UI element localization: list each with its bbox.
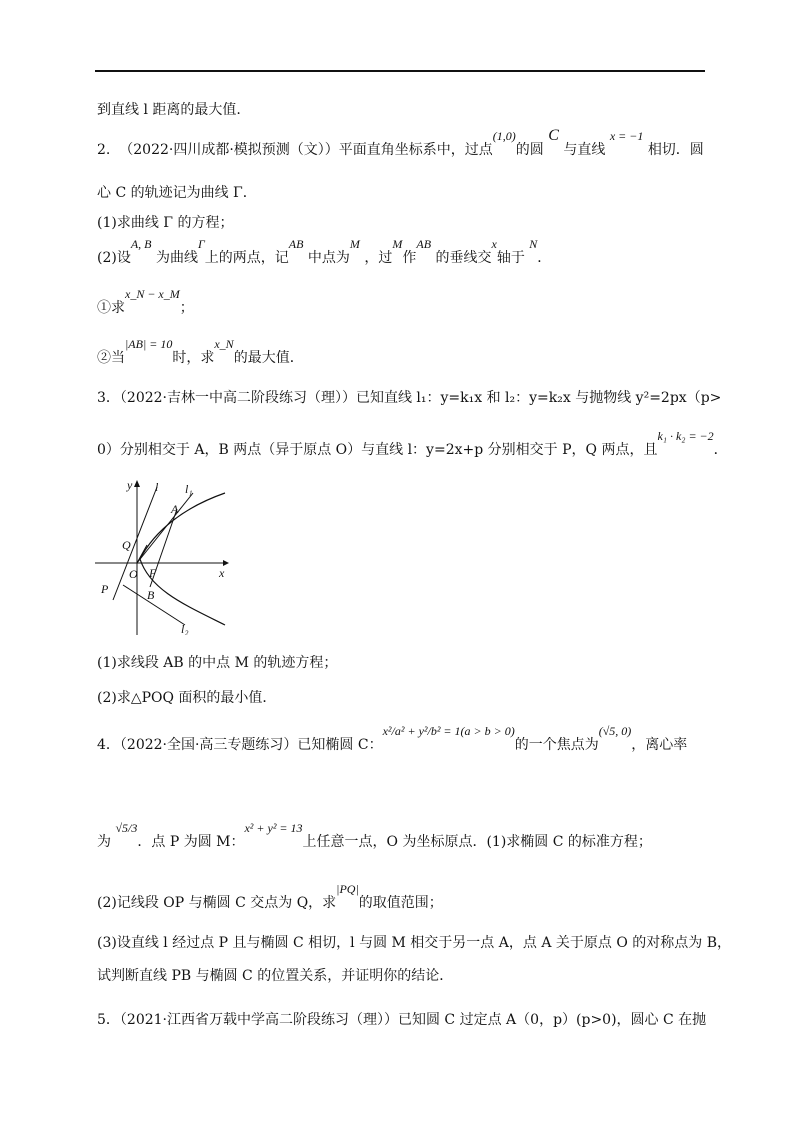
problem-3-line-1: 3．（2022·吉林一中高二阶段练习（理））已知直线 l₁：y=k₁x 和 l₂：y=k₂x 与抛物线 y²=2px（p> bbox=[97, 390, 722, 406]
problem-4-q2: (2)记线段 OP 与椭圆 C 交点为 Q，求|PQ|的取值范围； bbox=[97, 882, 443, 911]
label-l2: l₂ bbox=[181, 622, 189, 635]
label-p: P bbox=[101, 582, 109, 596]
label-f: F bbox=[149, 566, 157, 580]
label-q: Q bbox=[122, 538, 131, 552]
parabola-curve bbox=[140, 493, 225, 625]
problem-2-sub2: ②当|AB| = 10时，求x_N的最大值． bbox=[97, 337, 304, 366]
problem-2-line-2: 心 C 的轨迹记为曲线 Γ． bbox=[97, 185, 257, 201]
label-o: O bbox=[129, 567, 138, 581]
label-a: A bbox=[171, 502, 179, 516]
problem-2-q1: (1)求曲线 Γ 的方程； bbox=[97, 215, 234, 231]
y-axis-arrow bbox=[134, 480, 140, 487]
line-l1 bbox=[137, 493, 193, 563]
header-rule bbox=[95, 70, 705, 72]
continuation-line: 到直线 l 距离的最大值. bbox=[97, 102, 241, 118]
problem-2-line-1: 2. （2022·四川成都·模拟预测（文））平面直角坐标系中，过点(1,0)的圆 C 与直线 x = −1 相切．圆 bbox=[97, 127, 704, 158]
problem-4-line-1: 4．（2022·全国·高三专题练习）已知椭圆 C：x²/a² + y²/b² = 1(a > b > 0)的一个焦点为(√5, 0)，离心率 bbox=[97, 724, 688, 753]
problem-4-line-2: 为 √5/3．点 P 为圆 M：x² + y² = 13上任意一点，O 为坐标原点．(1)求椭圆 C 的标准方程； bbox=[97, 821, 652, 850]
label-l1: l₁ bbox=[185, 482, 193, 496]
segment-oq bbox=[137, 545, 147, 563]
problem-2-q2: (2)设A, B 为曲线Γ上的两点，记AB 中点为M ，过M作AB 的垂线交x轴于 N． bbox=[97, 237, 552, 266]
parabola-figure bbox=[95, 475, 235, 635]
label-l: l bbox=[155, 480, 159, 494]
label-y: y bbox=[127, 478, 133, 492]
problem-2-sub1: ①求x_N − x_M； bbox=[97, 287, 194, 316]
problem-3-line-2: 0）分别相交于 A，B 两点（异于原点 O）与直线 l：y=2x+p 分别相交于 P，Q 两点，且k₁ · k₂ = −2． bbox=[97, 429, 728, 458]
problem-3-q1: (1)求线段 AB 的中点 M 的轨迹方程； bbox=[97, 655, 338, 671]
problem-5-line-1: 5．（2021·江西省万载中学高二阶段练习（理））已知圆 C 过定点 A（0，p）(p>0)，圆心 C 在抛 bbox=[97, 1012, 707, 1028]
label-x: x bbox=[219, 566, 225, 580]
problem-4-q3: (3)设直线 l 经过点 P 且与椭圆 C 相切，l 与圆 M 相交于另一点 A，点 A 关于原点 O 的对称点为 B， bbox=[97, 935, 731, 951]
label-b: B bbox=[147, 588, 155, 602]
problem-4-q3b: 试判断直线 PB 与椭圆 C 的位置关系，并证明你的结论． bbox=[97, 968, 454, 984]
problem-3-q2: (2)求△POQ 面积的最小值． bbox=[97, 690, 277, 706]
